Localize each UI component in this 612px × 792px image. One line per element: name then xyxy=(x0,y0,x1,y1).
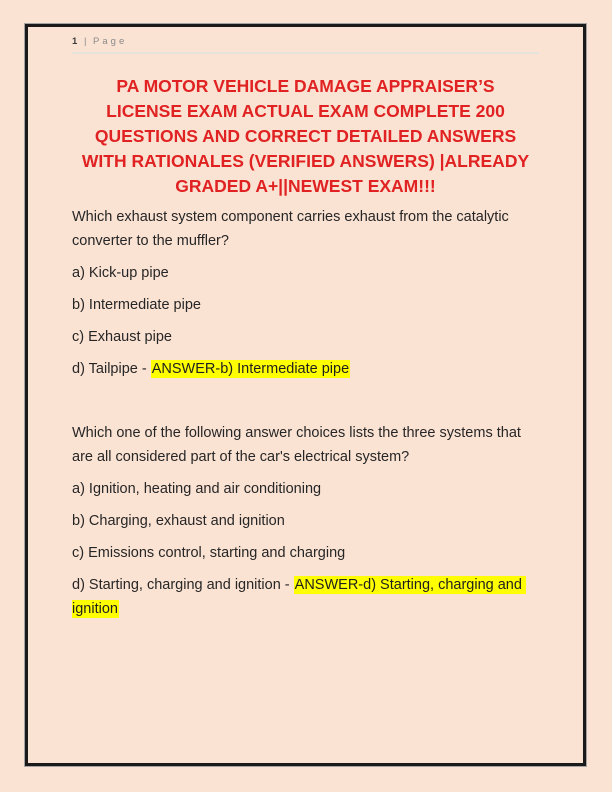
answer-highlight: ANSWER-d) Starting, charging and ignition xyxy=(72,577,526,617)
question-text: Which one of the following answer choices lists the three systems that are all considered part of the car's electrical system? xyxy=(72,425,521,465)
page-number: 1 xyxy=(72,36,80,47)
option-b: b) Charging, exhaust and ignition xyxy=(72,513,285,529)
option-b: b) Intermediate pipe xyxy=(72,297,201,313)
page-border-frame xyxy=(25,24,586,766)
page-content xyxy=(28,27,583,763)
answer-highlight: ANSWER-b) Intermediate pipe xyxy=(151,361,350,377)
option-d-prefix: d) Tailpipe - xyxy=(72,361,151,377)
option-c: c) Emissions control, starting and charging xyxy=(72,545,346,561)
title-line: PA MOTOR VEHICLE DAMAGE APPRAISER’S xyxy=(116,76,495,96)
question-block-1 xyxy=(72,205,539,381)
page-header-separator: | xyxy=(83,36,89,47)
option-c: c) Exhaust pipe xyxy=(72,329,172,345)
page-header xyxy=(72,35,539,54)
document-title xyxy=(72,74,539,199)
title-line: LICENSE EXAM ACTUAL EXAM COMPLETE 200 xyxy=(106,101,505,121)
option-a: a) Ignition, heating and air conditioning xyxy=(72,481,322,497)
option-a: a) Kick-up pipe xyxy=(72,265,169,281)
page-header-label: Page xyxy=(93,36,128,47)
question-block-2 xyxy=(72,421,539,621)
option-d-prefix: d) Starting, charging and ignition - xyxy=(72,577,294,593)
question-gap xyxy=(72,389,539,421)
title-line: WITH RATIONALES (VERIFIED ANSWERS) |ALREADY xyxy=(81,151,530,171)
question-text: Which exhaust system component carries exhaust from the catalytic converter to the muffler? xyxy=(72,209,509,249)
title-line: GRADED A+||NEWEST EXAM!!! xyxy=(175,176,436,196)
title-line: QUESTIONS AND CORRECT DETAILED ANSWERS xyxy=(94,126,517,146)
option-d-with-answer xyxy=(72,573,539,621)
option-d-with-answer xyxy=(72,357,539,381)
